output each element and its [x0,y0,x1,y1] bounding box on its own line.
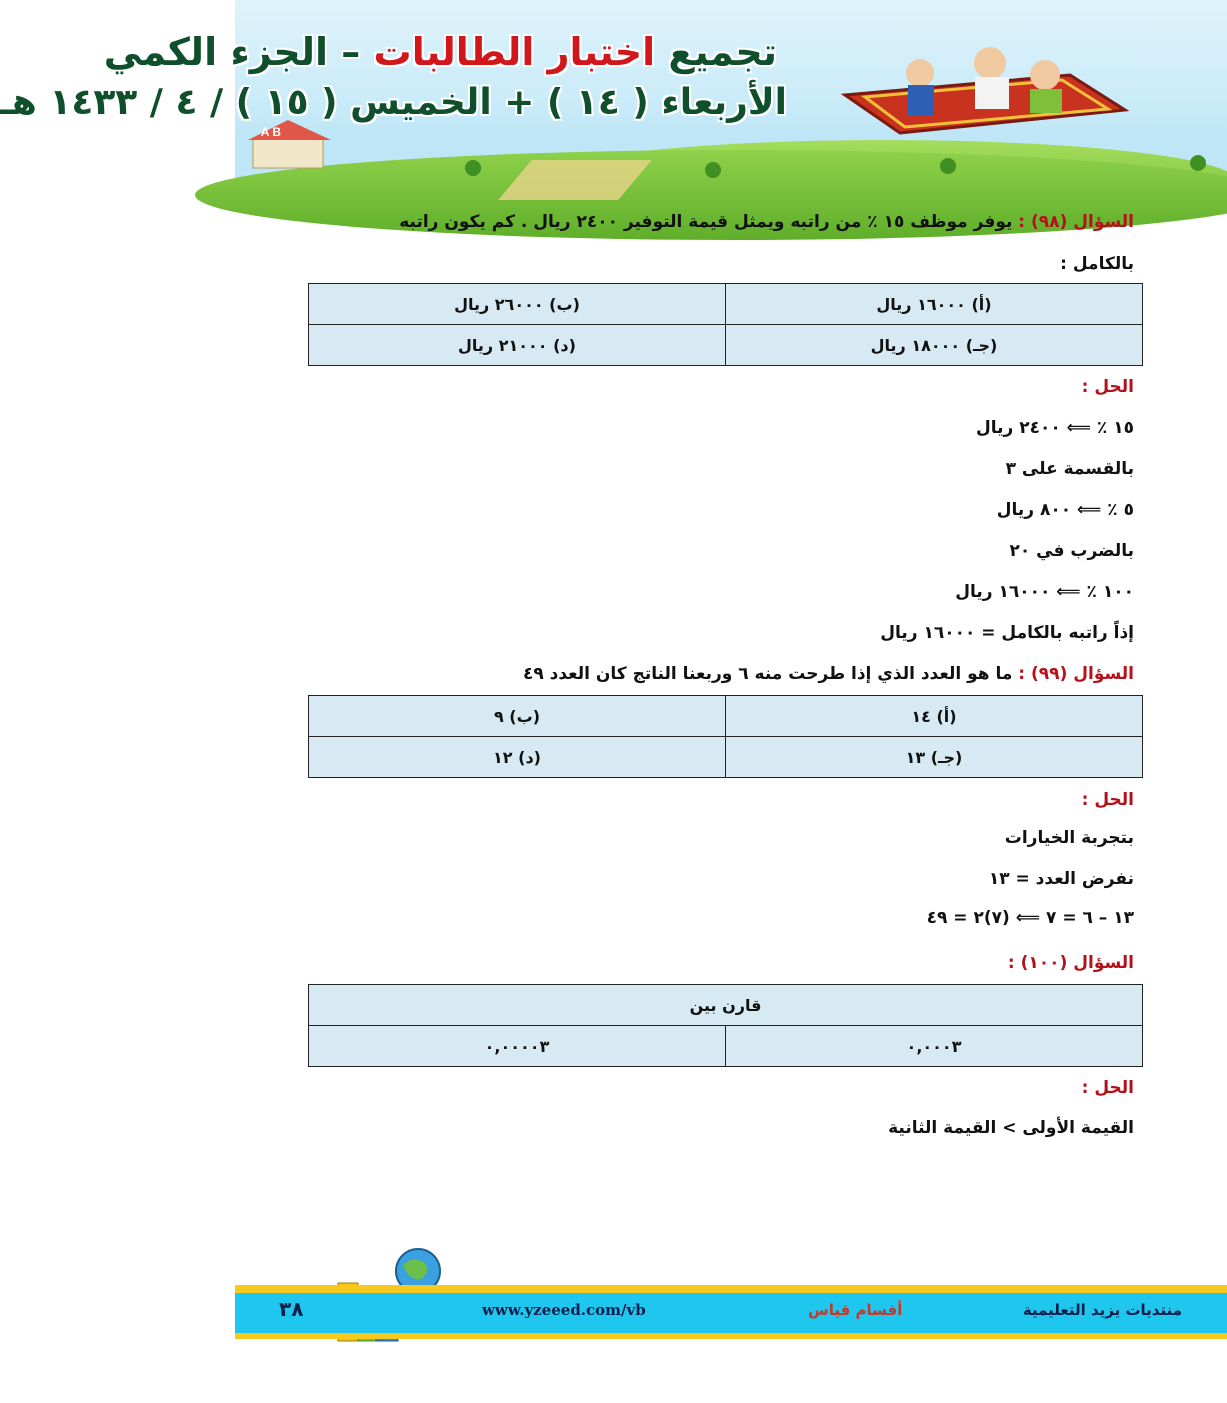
option-d: (د) ١٢ [309,737,726,778]
option-d: (د) ٢١٠٠٠ ريال [309,325,726,366]
solution-conclusion: إذاً راتبه بالكامل = ١٦٠٠٠ ريال [880,623,1134,643]
compare-value-2: ٠,٠٠٠٠٣ [309,1026,726,1067]
solution-step: ١٣ – ٦ = ٧ ⟸ (٧)٢ = ٤٩ [926,908,1134,928]
flying-carpet-illustration [840,55,1130,135]
option-a: (أ) ١٦٠٠٠ ريال [726,284,1143,325]
question-98 [399,212,1134,232]
solution-step: ٥ ٪ ⟸ ٨٠٠ ريال [996,500,1134,520]
header-banner [0,0,1227,190]
question-text: يوفر موظف ١٥ ٪ من راتبه ويمثل قيمة التوفير ٢٤٠٠ ريال . كم يكون راتبه [399,212,1019,232]
solution-answer: القيمة الأولى > القيمة الثانية [888,1118,1134,1138]
solution-step: بالقسمة على ٣ [1005,459,1134,479]
question-label: السؤال (٩٨) : [1018,212,1134,232]
compare-header: قارن بين [309,985,1143,1026]
question-label: السؤال (٩٩) : [1018,664,1134,684]
question-99 [523,664,1134,684]
house-illustration [243,120,338,170]
option-a: (أ) ١٤ [726,696,1143,737]
solution-step: نفرض العدد = ١٣ [988,869,1134,889]
page-number: ٣٨ [279,1297,304,1321]
solution-label: الحل : [1081,790,1134,810]
question-100-label: السؤال (١٠٠) : [1007,953,1134,973]
question-98-continued: بالكامل : [1060,254,1134,274]
tree-icon [705,162,721,178]
compare-value-1: ٠,٠٠٠٣ [726,1026,1143,1067]
option-c: (جـ) ١٨٠٠٠ ريال [726,325,1143,366]
option-c: (جـ) ١٣ [726,737,1143,778]
options-table-98 [308,283,1143,366]
solution-step: ١٥ ٪ ⟸ ٢٤٠٠ ريال [975,418,1134,438]
footer-forum-name: منتديات يزيد التعليمية [1022,1301,1182,1319]
solution-step: ١٠٠ ٪ ⟸ ١٦٠٠٠ ريال [955,582,1134,602]
compare-table-100 [308,984,1143,1067]
option-b: (ب) ٩ [309,696,726,737]
footer [235,1285,1227,1345]
footer-section: أقسام قياس [808,1301,903,1319]
tree-icon [465,160,481,176]
footer-url[interactable]: www.yzeeed.com/vb [482,1301,646,1319]
solution-step: بالضرب في ٢٠ [1009,541,1134,561]
tree-icon [1190,155,1206,171]
solution-step: بتجربة الخيارات [1004,828,1134,848]
question-text: ما هو العدد الذي إذا طرحت منه ٦ وربعنا الناتج كان العدد ٤٩ [522,664,1019,684]
solution-label: الحل : [1081,1078,1134,1098]
option-b: (ب) ٢٦٠٠٠ ريال [309,284,726,325]
tree-icon [940,158,956,174]
page-title: تجميع اختبار الطالبات – الجزء الكمي [103,30,777,74]
svg-text:A B: A B [260,125,281,139]
options-table-99 [308,695,1143,778]
solution-label: الحل : [1081,377,1134,397]
page-subtitle: الأربعاء ( ١٤ ) + الخميس ( ١٥ ) / ٤ / ١٤٣٣ هـ [0,82,787,123]
